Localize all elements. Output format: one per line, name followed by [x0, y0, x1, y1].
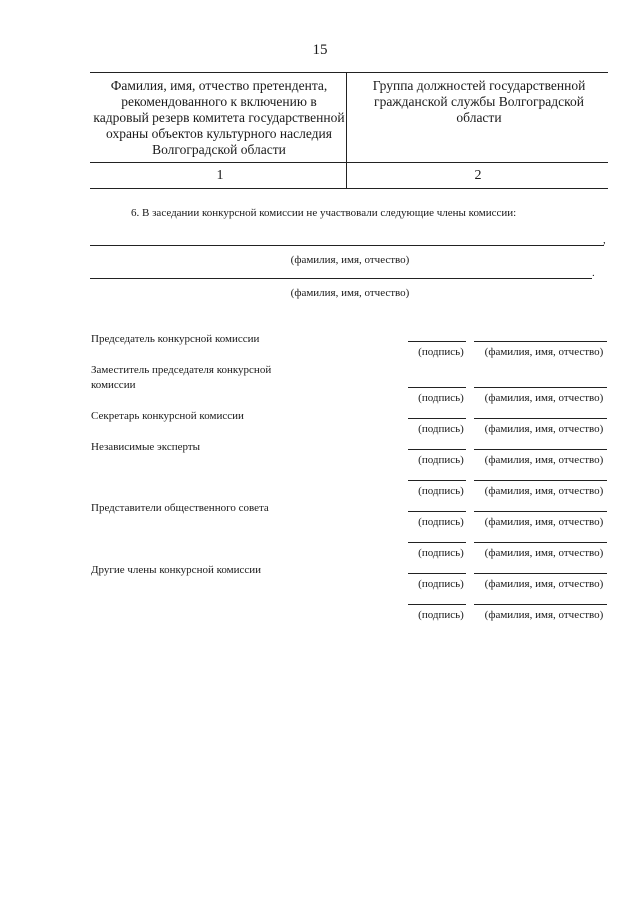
signature-caption: (подпись)	[418, 485, 464, 497]
absent-member-caption-2: (фамилия, имя, отчество)	[290, 287, 410, 299]
name-line	[474, 604, 607, 605]
section-6-text: 6. В заседании конкурсной комиссии не участвовали следующие члены комиссии:	[131, 207, 517, 219]
absent-member-line-1	[90, 245, 604, 246]
name-caption: (фамилия, имя, отчество)	[484, 423, 604, 435]
signature-caption: (подпись)	[418, 578, 464, 590]
role-deputy-chairman: Заместитель председателя конкурсной комиссии	[91, 364, 272, 391]
table-column-divider	[346, 72, 347, 189]
signature-line	[408, 449, 466, 450]
role-independent-experts: Независимые эксперты	[91, 441, 201, 453]
name-line	[474, 387, 607, 388]
column-number-2: 2	[474, 168, 482, 183]
signature-caption: (подпись)	[418, 454, 464, 466]
signature-line	[408, 573, 466, 574]
name-caption: (фамилия, имя, отчество)	[484, 454, 604, 466]
signature-caption: (подпись)	[418, 392, 464, 404]
column-header-position-group: Группа должностей государственной гражданской службы Волгоградской области	[372, 78, 586, 125]
signature-caption: (подпись)	[418, 547, 464, 559]
name-caption: (фамилия, имя, отчество)	[484, 392, 604, 404]
signature-caption: (подпись)	[418, 423, 464, 435]
name-caption: (фамилия, имя, отчество)	[484, 516, 604, 528]
signature-line	[408, 418, 466, 419]
name-line	[474, 542, 607, 543]
table-top-border	[90, 72, 608, 73]
line-end-period: .	[592, 267, 595, 279]
page-number: 15	[312, 42, 328, 58]
absent-member-caption-1: (фамилия, имя, отчество)	[290, 254, 410, 266]
name-caption: (фамилия, имя, отчество)	[484, 609, 604, 621]
role-secretary: Секретарь конкурсной комиссии	[91, 410, 244, 422]
name-line	[474, 573, 607, 574]
column-number-1: 1	[216, 168, 224, 183]
name-line	[474, 511, 607, 512]
table-bottom-border	[90, 188, 608, 189]
absent-member-line-2	[90, 278, 592, 279]
signature-line	[408, 387, 466, 388]
table-header-divider	[90, 162, 608, 163]
name-line	[474, 480, 607, 481]
name-caption: (фамилия, имя, отчество)	[484, 485, 604, 497]
signature-line	[408, 604, 466, 605]
signature-caption: (подпись)	[418, 516, 464, 528]
role-public-council: Представители общественного совета	[91, 502, 269, 514]
role-chairman: Председатель конкурсной комиссии	[91, 333, 260, 345]
line-end-comma: ,	[603, 234, 606, 246]
name-caption: (фамилия, имя, отчество)	[484, 346, 604, 358]
name-caption: (фамилия, имя, отчество)	[484, 578, 604, 590]
signature-line	[408, 341, 466, 342]
name-line	[474, 418, 607, 419]
signature-line	[408, 511, 466, 512]
name-line	[474, 341, 607, 342]
name-caption: (фамилия, имя, отчество)	[484, 547, 604, 559]
signature-line	[408, 542, 466, 543]
signature-caption: (подпись)	[418, 346, 464, 358]
column-header-candidate-name: Фамилия, имя, отчество претендента, рекомендованного к включению в кадровый резерв комитета государственной охраны объектов культурного наследия Волгоградской области	[93, 78, 345, 157]
signature-line	[408, 480, 466, 481]
signature-caption: (подпись)	[418, 609, 464, 621]
role-other-members: Другие члены конкурсной комиссии	[91, 564, 262, 576]
name-line	[474, 449, 607, 450]
